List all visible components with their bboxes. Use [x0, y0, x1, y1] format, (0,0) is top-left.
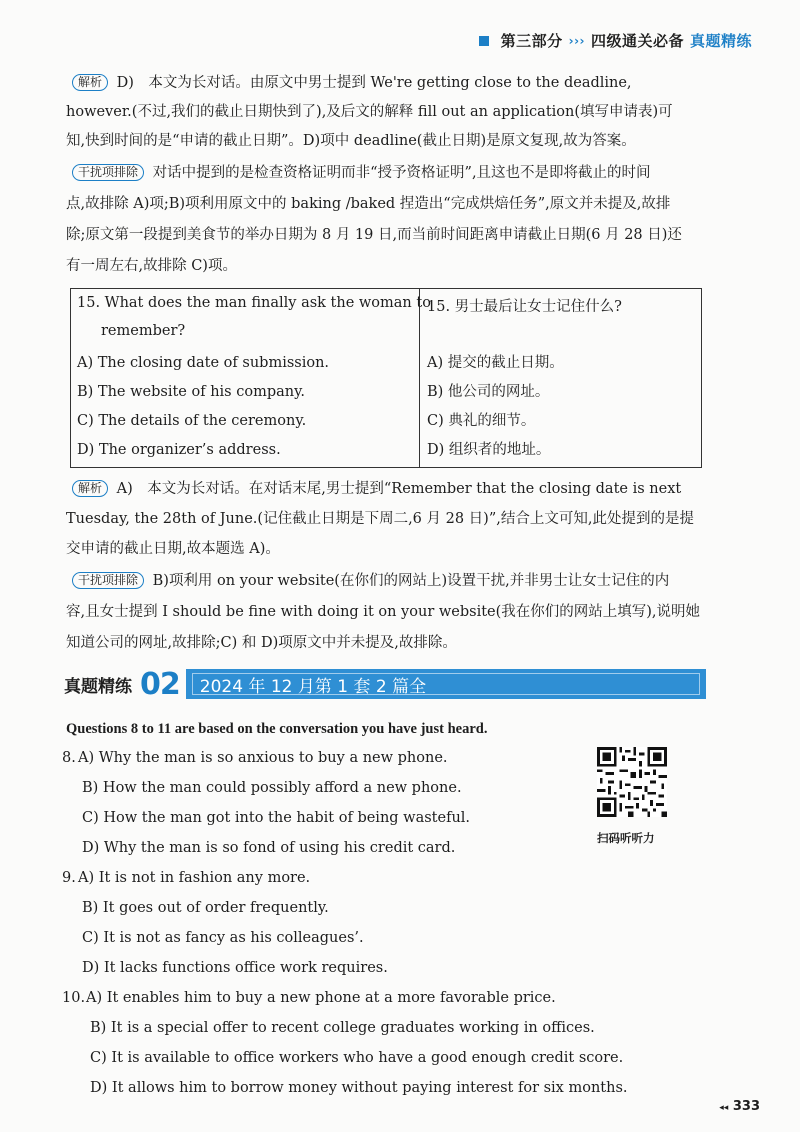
q15-analysis-line	[72, 478, 760, 500]
zh-option: A) 提交的截止日期。	[427, 355, 564, 371]
q14-distractor-line: 除;原文第一段提到美食节的举办日期为 8 月 19 日,而当前时间距离申请截止日期(6 月 28 日)还	[66, 227, 682, 243]
analysis-tag: 解析	[72, 74, 108, 91]
distractor-text: B)项利用 on your website(在你们的网站上)设置干扰,并非男士让女士记住的内	[152, 573, 670, 589]
running-header	[479, 30, 752, 51]
option: A) It enables him to buy a new phone at a more favorable price.	[86, 990, 556, 1006]
option: D) Why the man is so fond of using his credit card.	[82, 840, 456, 856]
zh-option: D) 组织者的地址。	[427, 442, 551, 458]
section-label: 真题精练	[64, 676, 132, 697]
qr-caption: 扫码听听力	[597, 831, 655, 845]
section-title: 2024 年 12 月第 1 套 2 篇全	[199, 676, 427, 697]
option: D) It lacks functions office work requires.	[82, 960, 388, 976]
option: A) Why the man is so anxious to buy a new phone.	[78, 750, 448, 766]
arrows-icon: ›››	[568, 33, 585, 48]
header-highlight: 真题精练	[689, 32, 752, 50]
header-section: 四级通关必备	[590, 32, 684, 50]
q14-analysis-line: 知,快到时间的是“申请的截止日期”。D)项中 deadline(截止日期)是原文复现,故为答案。	[66, 133, 636, 149]
q14-analysis-line	[72, 72, 760, 94]
option: C) It is available to office workers who have a good enough credit score.	[90, 1050, 624, 1066]
page-number	[719, 1099, 760, 1114]
q15-distractor-line: 容,且女士提到 I should be fine with doing it on your website(我在你们的网站上填写),说明她	[66, 604, 701, 620]
section-banner	[64, 668, 706, 700]
analysis-text: D) 本文为长对话。由原文中男士提到 We're getting close to the deadline,	[116, 75, 632, 91]
en-option: A) The closing date of submission.	[77, 355, 330, 371]
page-number-value: 333	[732, 1099, 760, 1114]
instructions: Questions 8 to 11 are based on the conversation you have just heard.	[66, 721, 488, 737]
q14-distractor-line	[72, 162, 760, 184]
en-option: D) The organizer’s address.	[77, 442, 281, 458]
analysis-text: A) 本文为长对话。在对话末尾,男士提到“Remember that the closing date is next	[116, 481, 682, 497]
question-number: 10.	[62, 990, 86, 1006]
q15-distractor-line	[72, 570, 760, 592]
option: B) It goes out of order frequently.	[82, 900, 329, 916]
option: C) It is not as fancy as his colleagues’.	[82, 930, 364, 946]
en-question: 15. What does the man finally ask the woman to	[77, 295, 431, 311]
option: A) It is not in fashion any more.	[78, 870, 311, 886]
distractor-tag: 干扰项排除	[72, 572, 144, 589]
analysis-tag: 解析	[72, 480, 108, 497]
q14-analysis-line: however.(不过,我们的截止日期快到了),及后文的解释 fill out an application(填写申请表)可	[66, 104, 673, 120]
option: B) How the man could possibly afford a new phone.	[82, 780, 462, 796]
zh-question: 15. 男士最后让女士记住什么?	[427, 299, 622, 315]
zh-option: B) 他公司的网址。	[427, 384, 550, 400]
q15-analysis-line: Tuesday, the 28th of June.(记住截止日期是下周二,6 月 28 日)”,结合上文可知,此处提到的是提	[66, 511, 694, 527]
table-divider	[419, 289, 420, 467]
q15-analysis-line: 交申请的截止日期,故本题选 A)。	[66, 541, 280, 557]
question-number: 8.	[62, 750, 76, 766]
header-part: 第三部分	[500, 32, 563, 50]
square-icon	[479, 36, 489, 46]
q14-distractor-line: 有一周左右,故排除 C)项。	[66, 258, 237, 274]
section-number: 02	[140, 666, 180, 702]
section-title-band	[186, 669, 706, 699]
distractor-text: 对话中提到的是检查资格证明而非“授予资格证明”,且这也不是即将截止的时间	[152, 165, 651, 181]
en-question: remember?	[101, 323, 186, 339]
distractor-tag: 干扰项排除	[72, 164, 144, 181]
q15-bilingual-table	[70, 288, 702, 468]
page-arrows-icon: ◂◂	[719, 1103, 729, 1113]
en-option: B) The website of his company.	[77, 384, 305, 400]
option: B) It is a special offer to recent college graduates working in offices.	[90, 1020, 595, 1036]
qr-code-icon[interactable]	[597, 747, 667, 817]
option: C) How the man got into the habit of being wasteful.	[82, 810, 471, 826]
q15-distractor-line: 知道公司的网址,故排除;C) 和 D)项原文中并未提及,故排除。	[66, 635, 457, 651]
zh-option: C) 典礼的细节。	[427, 413, 536, 429]
option: D) It allows him to borrow money without paying interest for six months.	[90, 1080, 628, 1096]
q14-distractor-line: 点,故排除 A)项;B)项利用原文中的 baking /baked 捏造出“完成烘焙任务”,原文并未提及,故排	[66, 196, 671, 212]
en-option: C) The details of the ceremony.	[77, 413, 307, 429]
question-number: 9.	[62, 870, 76, 886]
